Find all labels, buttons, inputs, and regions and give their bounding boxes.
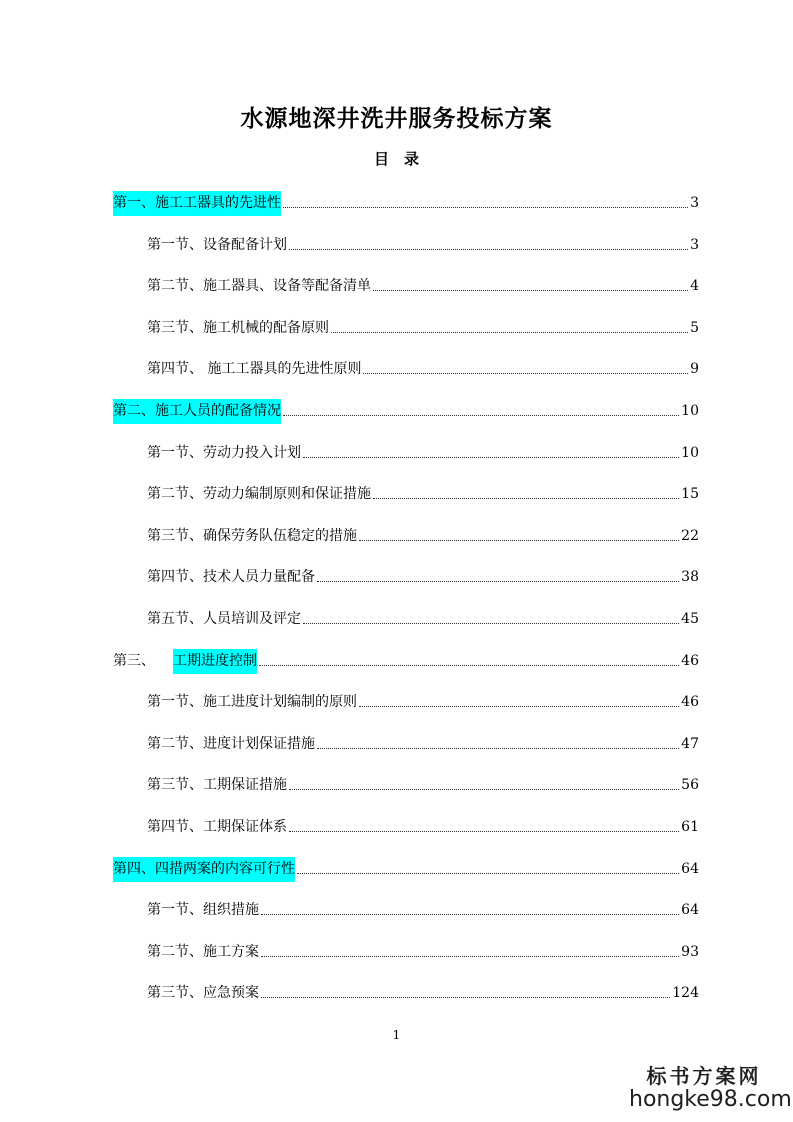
dot-leader	[261, 956, 679, 957]
dot-leader	[289, 789, 679, 790]
toc-page-number: 3	[690, 236, 699, 253]
watermark-logo	[629, 1064, 792, 1112]
dot-leader	[317, 581, 679, 582]
dot-leader	[283, 415, 679, 416]
toc-page-number: 124	[672, 985, 699, 1002]
toc-entry-label: 第一节、施工进度计划编制的原则	[147, 694, 357, 711]
toc-section-entry[interactable]	[147, 313, 699, 341]
toc-section-entry[interactable]	[147, 729, 699, 757]
dot-leader	[373, 498, 679, 499]
toc-entry-label: 第一节、组织措施	[147, 902, 259, 919]
toc-section-entry[interactable]	[147, 937, 699, 965]
toc-chapter-entry[interactable]	[113, 646, 699, 674]
toc-section-entry[interactable]	[147, 895, 699, 923]
toc-entry-label: 第二节、劳动力编制原则和保证措施	[147, 486, 371, 503]
dot-leader	[261, 997, 670, 998]
toc-section-entry[interactable]	[147, 438, 699, 466]
toc-chapter-entry[interactable]	[113, 854, 699, 882]
toc-entry-label: 第四节、技术人员力量配备	[147, 569, 315, 586]
dot-leader	[297, 873, 679, 874]
dot-leader	[363, 373, 688, 374]
toc-entry-label: 第五节、人员培训及评定	[147, 611, 301, 627]
toc-page-number: 56	[681, 777, 699, 794]
toc-entry-label: 第四节、 施工工器具的先进性原则	[147, 361, 362, 378]
toc-entry-label: 第二节、施工方案	[147, 943, 259, 960]
toc-page-number: 10	[681, 403, 699, 419]
toc-entry-label: 第四节、工期保证体系	[147, 819, 287, 835]
toc-page-number: 93	[681, 943, 699, 960]
toc-entry-label: 第二节、进度计划保证措施	[147, 735, 315, 752]
dot-leader	[331, 332, 688, 333]
watermark-url-text: hongke98.com	[629, 1087, 792, 1112]
toc-entry-label: 第一节、设备配备计划	[147, 236, 287, 253]
toc-page-number: 64	[681, 860, 699, 877]
toc-page-number: 45	[681, 611, 699, 627]
toc-section-entry[interactable]	[147, 812, 699, 840]
toc-page-number: 5	[690, 319, 699, 336]
toc-chapter-entry[interactable]	[113, 188, 699, 216]
toc-entry-label: 第三节、工期保证措施	[147, 777, 287, 794]
toc-section-entry[interactable]	[147, 770, 699, 798]
toc-page-number: 15	[681, 486, 699, 503]
toc-entry-label: 第二、施工人员的配备情况	[113, 399, 281, 424]
toc-page-number: 61	[681, 819, 699, 835]
toc-section-entry[interactable]	[147, 978, 699, 1006]
dot-leader	[359, 540, 679, 541]
toc-entry-label: 工期进度控制	[173, 649, 257, 674]
dot-leader	[359, 706, 679, 707]
document-title: 水源地深井洗井服务投标方案	[240, 105, 553, 132]
toc-section-entry[interactable]	[147, 354, 699, 382]
toc-page-number: 46	[681, 652, 699, 669]
watermark-cn-text: 标书方案网	[646, 1064, 762, 1088]
toc-entry-label: 第四、四措两案的内容可行性	[113, 857, 295, 882]
toc-page-number: 9	[690, 361, 699, 378]
toc-page-number: 46	[681, 694, 699, 711]
toc-entry-label: 第三节、确保劳务队伍稳定的措施	[147, 527, 357, 544]
dot-leader	[261, 914, 679, 915]
toc-entry-label: 第一、施工工器具的先进性	[113, 191, 281, 216]
dot-leader	[259, 665, 679, 666]
dot-leader	[317, 748, 679, 749]
toc-section-entry[interactable]	[147, 479, 699, 507]
toc-page-number: 38	[681, 569, 699, 586]
toc-page-number: 10	[681, 444, 699, 461]
toc-entry-label: 第三节、施工机械的配备原则	[147, 319, 329, 336]
toc-section-entry[interactable]	[147, 687, 699, 715]
toc-page-number: 47	[681, 735, 699, 752]
dot-leader	[289, 249, 688, 250]
dot-leader	[289, 831, 679, 832]
toc-page-number: 4	[690, 278, 699, 295]
toc-entry-label: 第三节、应急预案	[147, 985, 259, 1002]
dot-leader	[283, 207, 688, 208]
toc-section-entry[interactable]	[147, 230, 699, 258]
toc-heading: 目 录	[373, 150, 419, 168]
dot-leader	[373, 290, 688, 291]
toc-chapter-entry[interactable]	[113, 396, 699, 424]
toc-entry-label: 第二节、施工器具、设备等配备清单	[147, 278, 371, 295]
toc-page-number: 3	[690, 195, 699, 211]
toc-section-entry[interactable]	[147, 521, 699, 549]
page-number: 1	[392, 1028, 401, 1042]
dot-leader	[303, 623, 679, 624]
toc-entry-prefix: 第三、	[113, 652, 155, 669]
toc-section-entry[interactable]	[147, 604, 699, 632]
dot-leader	[303, 457, 679, 458]
toc-section-entry[interactable]	[147, 271, 699, 299]
toc-entry-label: 第一节、劳动力投入计划	[147, 444, 301, 461]
toc-page-number: 22	[681, 527, 699, 544]
toc-page-number: 64	[681, 902, 699, 919]
toc-section-entry[interactable]	[147, 562, 699, 590]
